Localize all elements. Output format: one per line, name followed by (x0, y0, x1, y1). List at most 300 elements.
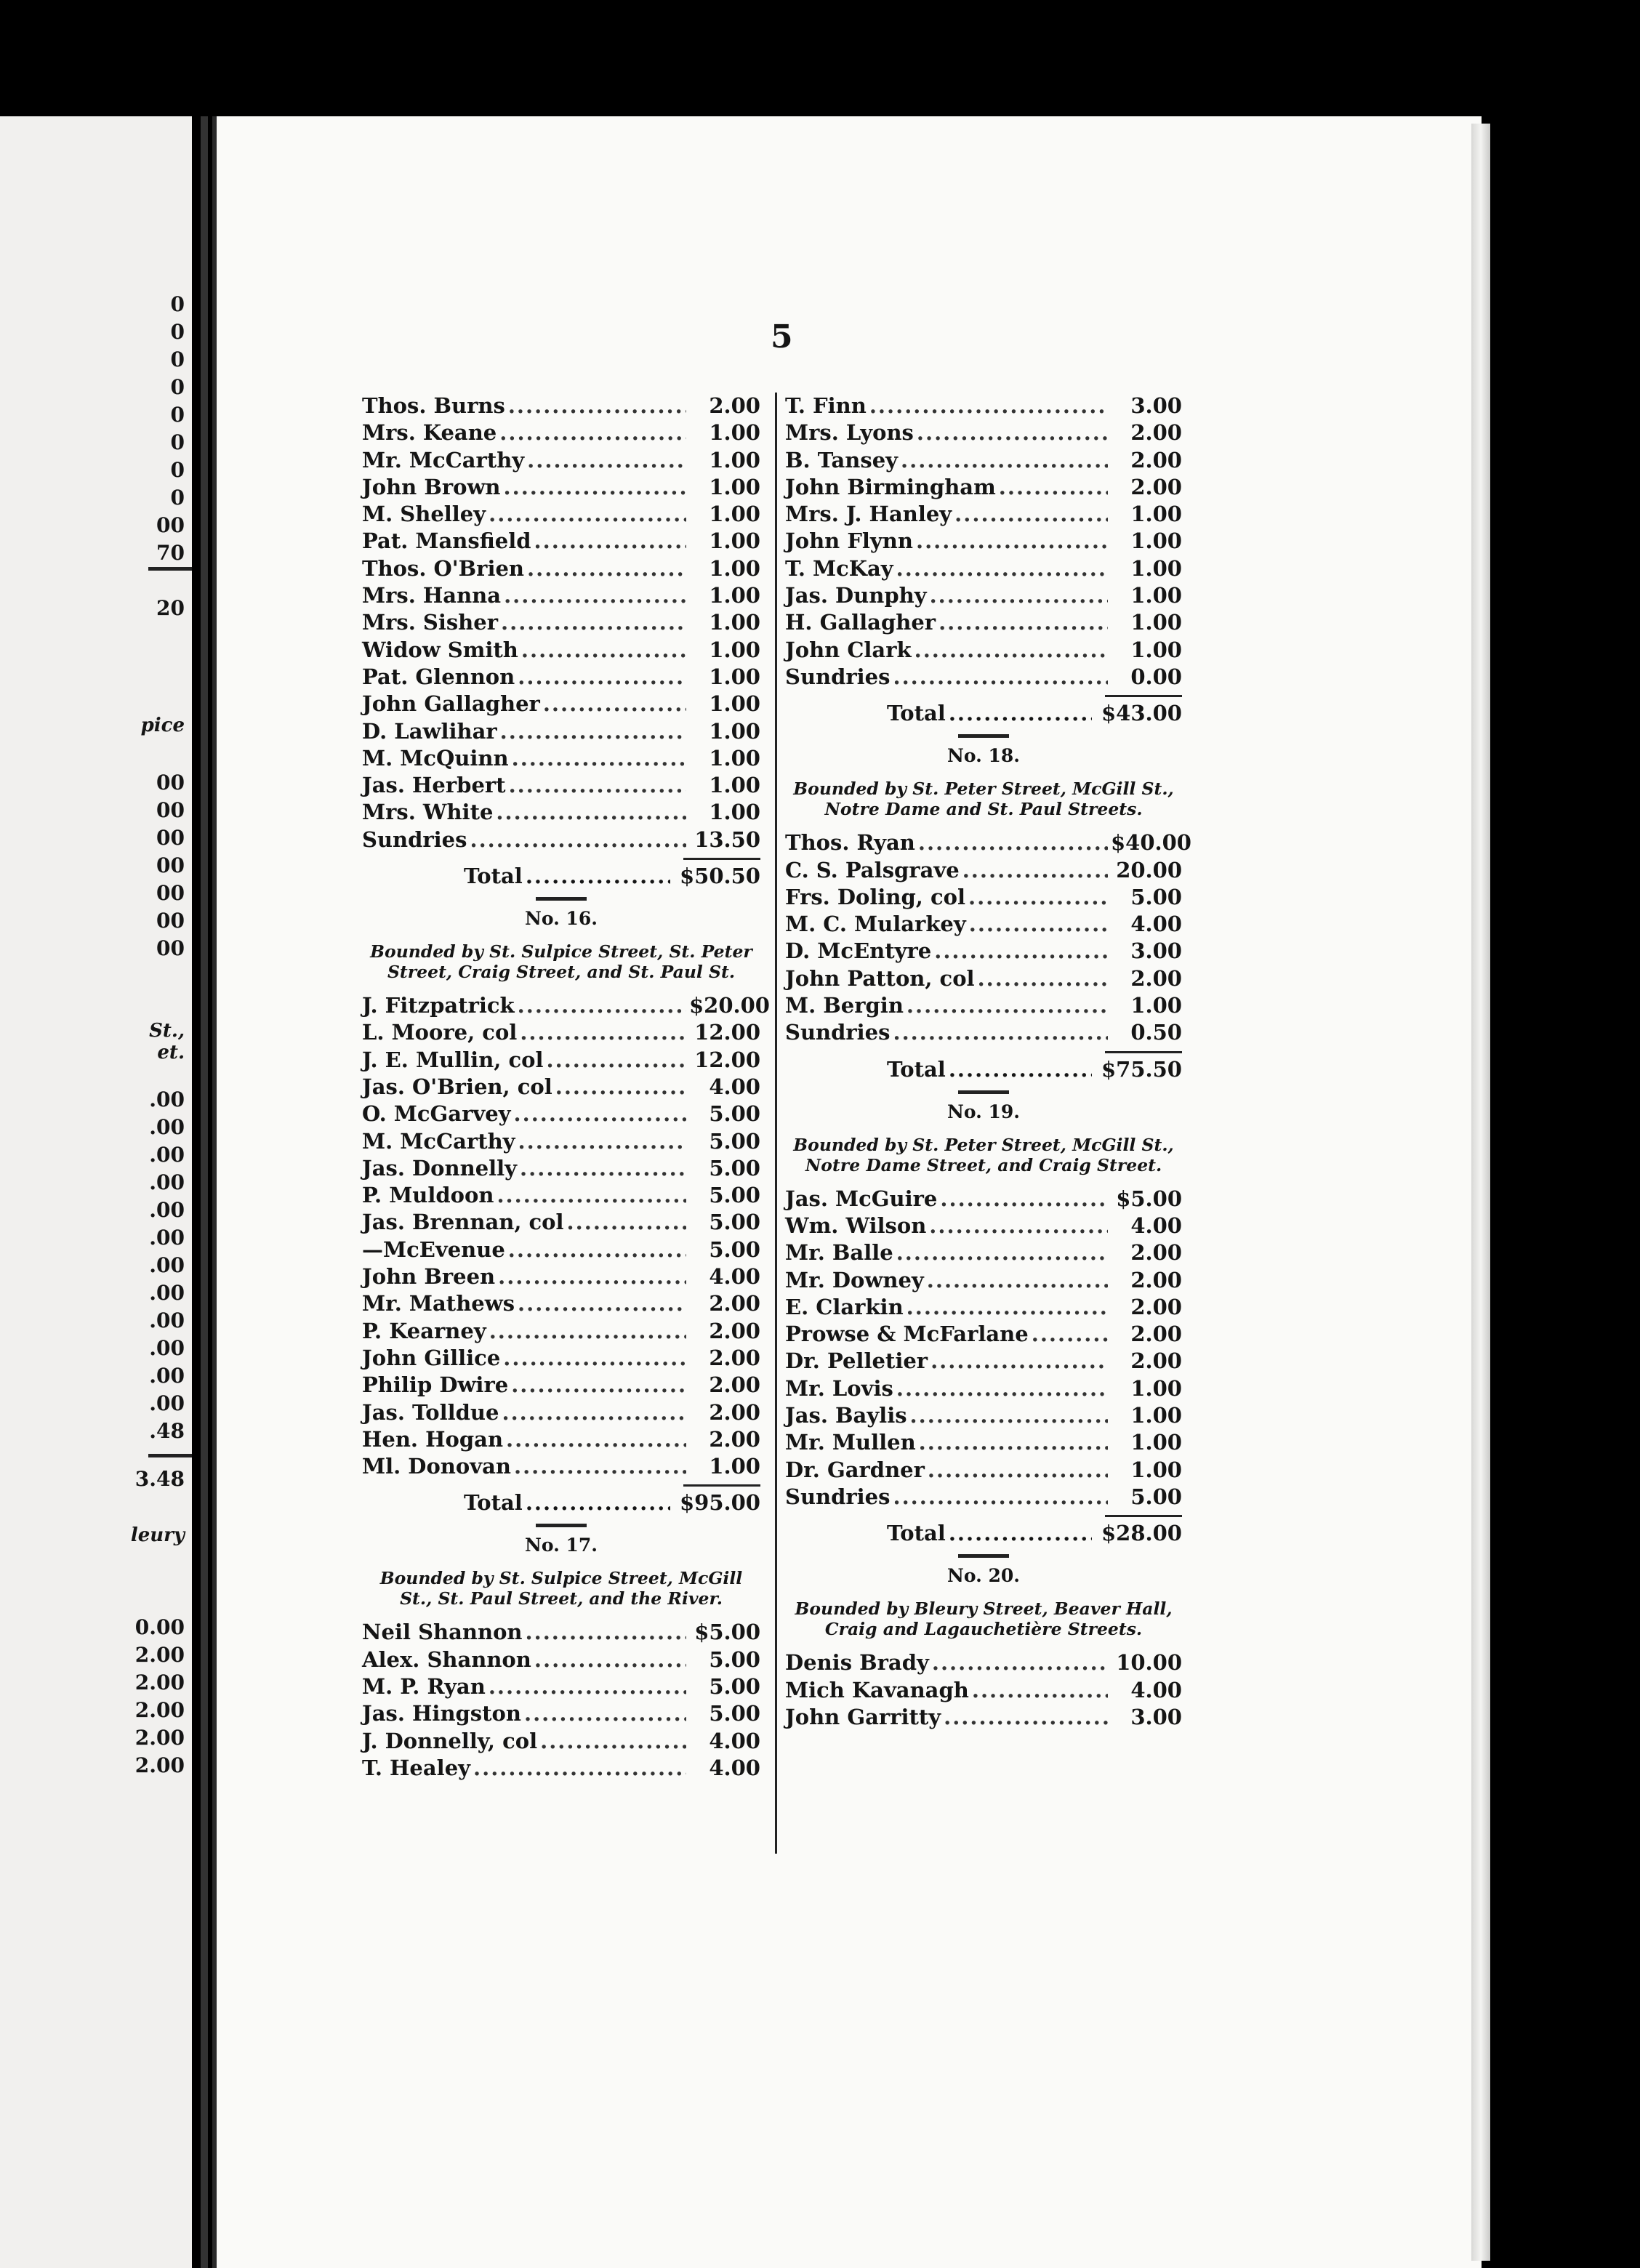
prev-page-fragment: leury (130, 1524, 185, 1546)
entry-amount: 1.00 (1130, 637, 1182, 662)
prev-page-fragment: et. (157, 1042, 185, 1063)
entry-name: Mrs. White (362, 800, 494, 825)
leader-dots (916, 528, 1108, 555)
total-amount: $75.50 (1101, 1056, 1182, 1082)
entry-name: John Patton, col (785, 965, 975, 991)
leader-dots (500, 718, 686, 745)
leader-dots (499, 419, 686, 446)
leader-dots (512, 745, 686, 772)
entry-list (785, 829, 1191, 1046)
leader-dots (504, 474, 686, 501)
prev-page-fragment: .48 (149, 1419, 185, 1443)
entry-amount: 1.00 (1130, 502, 1182, 527)
entry-amount: 5.00 (709, 1183, 760, 1208)
entry-name: B. Tansey (785, 447, 899, 472)
total-row (362, 863, 760, 890)
entry-name: Alex. Shannon (362, 1646, 531, 1672)
entry-amount: 5.00 (1130, 1484, 1182, 1509)
entry-name: Wm. Wilson (785, 1213, 927, 1238)
entry-name: Prowse & McFarlane (785, 1322, 1029, 1347)
leader-dots (928, 1457, 1108, 1484)
entry-name: John Clark (785, 637, 912, 662)
leader-dots (893, 1484, 1108, 1511)
ledger-entry (785, 1239, 1182, 1266)
entry-amount: 3.00 (1130, 938, 1182, 964)
entry-amount: 1.00 (709, 800, 760, 825)
ledger-entry (362, 1209, 760, 1236)
entry-amount: 12.00 (694, 1020, 760, 1045)
prev-page-fragment: .00 (149, 1308, 185, 1332)
entry-name: Mr. Mathews (362, 1291, 515, 1316)
ledger-entry (362, 718, 760, 745)
entry-name: Sundries (785, 1484, 891, 1509)
entry-amount: 1.00 (709, 447, 760, 472)
prev-page-fragment: 0 (170, 486, 185, 510)
leader-dots (930, 582, 1108, 609)
section-rule (958, 734, 1009, 738)
total-amount: $28.00 (1101, 1521, 1182, 1546)
entry-amount: 2.00 (709, 1399, 760, 1425)
leader-dots (518, 1290, 686, 1317)
leader-dots (508, 1236, 686, 1263)
prev-page-rule (148, 567, 192, 571)
ledger-entry (785, 474, 1182, 501)
entry-name: Mrs. Keane (362, 420, 497, 446)
entry-name: L. Moore, col (362, 1020, 518, 1045)
entry-name: John Gillice (362, 1345, 501, 1370)
entry-amount: 2.00 (1130, 965, 1182, 991)
leader-dots (498, 1263, 686, 1290)
entry-name: Thos. O'Brien (362, 555, 525, 581)
section-bounds: Bounded by St. Sulpice Street, St. Peter Street, Craig Street, and St. Paul St. (370, 941, 752, 983)
page-edge (1471, 124, 1490, 2261)
ledger-entry (785, 938, 1182, 965)
section-bounds: Bounded by St. Peter Street, McGill St., Notre Dame and St. Paul Streets. (793, 779, 1174, 820)
entry-amount: 5.00 (1130, 884, 1182, 909)
entry-list (362, 393, 760, 853)
entry-name: Jas. O'Brien, col (362, 1074, 552, 1099)
entry-amount: 1.00 (1130, 610, 1182, 635)
prev-page-fragment: .00 (149, 1336, 185, 1360)
entry-name: D. Lawlihar (362, 718, 497, 744)
entry-name: J. Donnelly, col (362, 1728, 538, 1753)
entry-list (785, 1186, 1182, 1511)
leader-dots (524, 1700, 686, 1727)
leader-dots (940, 1186, 1108, 1213)
ledger-entry (362, 1453, 760, 1480)
entry-amount: $5.00 (1116, 1186, 1182, 1211)
leader-dots (504, 582, 686, 609)
leader-dots (896, 1239, 1108, 1266)
ledger-entry (362, 1290, 760, 1317)
prev-page-fragment: 2.00 (134, 1753, 185, 1777)
ledger-entry (785, 637, 1182, 664)
leader-dots (534, 1646, 686, 1673)
entry-amount: 5.00 (709, 1236, 760, 1262)
entry-name: Thos. Ryan (785, 830, 915, 856)
entry-amount: 2.00 (1130, 1240, 1182, 1266)
ledger-entry (362, 609, 760, 636)
entry-amount: 5.00 (709, 1701, 760, 1726)
entry-name: Mr. Downey (785, 1267, 924, 1292)
ledger-entry (785, 1402, 1182, 1429)
entry-amount: 1.00 (1130, 583, 1182, 608)
sum-rule (1105, 1051, 1182, 1053)
leader-dots (930, 1348, 1108, 1375)
prev-page-fragment: 0.00 (134, 1615, 185, 1639)
entry-name: C. S. Palsgrave (785, 857, 960, 882)
entry-name: John Birmingham (785, 474, 996, 499)
entry-amount: 1.00 (1130, 1403, 1182, 1428)
entry-amount: 1.00 (709, 664, 760, 689)
ledger-entry (362, 419, 760, 446)
prev-page-fragment: 0 (170, 458, 185, 482)
leader-dots (969, 911, 1108, 938)
entry-amount: 4.00 (709, 1728, 760, 1753)
entry-amount: 4.00 (709, 1074, 760, 1099)
prev-page-fragment: .00 (149, 1226, 185, 1250)
entry-name: Jas. Donnelly (362, 1155, 518, 1181)
entry-name: J. E. Mullin, col (362, 1047, 544, 1072)
entry-name: Jas. Herbert (362, 773, 506, 798)
entry-name: Pat. Mansfield (362, 528, 531, 554)
total-amount: $95.00 (680, 1490, 760, 1516)
ledger-entry (785, 911, 1182, 938)
entry-amount: 1.00 (709, 745, 760, 771)
leader-dots (508, 393, 686, 419)
ledger-entry (785, 1677, 1182, 1704)
page-number: 5 (771, 318, 793, 355)
entry-name: John Flynn (785, 528, 913, 554)
entry-name: Hen. Hogan (362, 1426, 504, 1452)
leader-dots (509, 772, 686, 799)
leader-dots (501, 609, 686, 636)
entry-amount: 20.00 (1116, 857, 1182, 882)
prev-page-fragment: 3.48 (134, 1467, 185, 1491)
entry-amount: $20.00 (689, 993, 770, 1018)
ledger-entry (785, 1375, 1182, 1402)
ledger-entry (785, 664, 1182, 691)
entry-amount: 1.00 (709, 1454, 760, 1479)
total-label: Total (887, 701, 946, 726)
ledger-entry (362, 447, 760, 474)
leader-dots (938, 609, 1108, 636)
ledger-entry (362, 637, 760, 664)
entry-amount: 1.00 (709, 718, 760, 744)
total-label: Total (464, 1490, 523, 1516)
ledger-entry (362, 1019, 760, 1046)
entry-name: Pat. Glennon (362, 664, 515, 689)
section-number: No. 17. (525, 1535, 598, 1556)
entry-name: Jas. McGuire (785, 1186, 938, 1211)
ledger-entry (362, 1074, 760, 1101)
leader-dots (932, 1649, 1108, 1676)
entry-amount: 1.00 (709, 583, 760, 608)
entry-amount: 2.00 (1130, 1267, 1182, 1292)
left-column (362, 393, 770, 1782)
entry-amount: 1.00 (1130, 1457, 1182, 1482)
entry-amount: 5.00 (709, 1128, 760, 1154)
ledger-entry (362, 1619, 760, 1646)
entry-amount: 2.00 (1130, 1322, 1182, 1347)
prev-page-fragment: 2.00 (134, 1726, 185, 1750)
sum-rule (1105, 695, 1182, 697)
entry-name: Jas. Hingston (362, 1701, 521, 1726)
entry-name: Mr. Mullen (785, 1430, 916, 1455)
entry-amount: 10.00 (1116, 1650, 1182, 1676)
ledger-entry (362, 799, 760, 826)
prev-page-fragment: 0 (170, 403, 185, 427)
ledger-entry (785, 1186, 1182, 1213)
entry-name: John Breen (362, 1264, 496, 1290)
leader-dots (978, 965, 1108, 992)
entry-amount: 1.00 (709, 555, 760, 581)
ledger-entry (785, 555, 1182, 582)
prev-page-fragment: 00 (156, 771, 185, 795)
previous-page-edge (0, 116, 192, 2268)
entry-amount: 3.00 (1130, 393, 1182, 418)
entry-name: P. Kearney (362, 1318, 486, 1343)
ledger-entry (362, 582, 760, 609)
prev-page-fragment: .00 (149, 1364, 185, 1388)
leader-dots (919, 1429, 1108, 1456)
entry-amount: 1.00 (709, 773, 760, 798)
total-label: Total (464, 864, 523, 889)
leader-dots (972, 1677, 1108, 1704)
entry-amount: 5.00 (709, 1673, 760, 1699)
entry-name: M. Shelley (362, 502, 486, 527)
entry-amount: 5.00 (709, 1210, 760, 1235)
section-rule (958, 1554, 1009, 1558)
total-row (785, 1056, 1182, 1083)
prev-page-fragment: pice (140, 715, 185, 736)
leader-dots (511, 1372, 686, 1399)
ledger-entry (362, 1728, 760, 1755)
leader-dots (473, 1755, 686, 1782)
ledger-entry (362, 664, 760, 691)
leader-dots (489, 1673, 686, 1700)
entry-name: T. Finn (785, 393, 867, 418)
entry-amount: 0.50 (1130, 1020, 1182, 1045)
ledger-entry (362, 501, 760, 528)
entry-name: Mrs. J. Hanley (785, 502, 952, 527)
entry-name: M. P. Ryan (362, 1673, 486, 1699)
entry-name: —McEvenue (362, 1236, 505, 1262)
ledger-entry (362, 555, 760, 582)
ledger-entry (362, 1101, 760, 1127)
entry-name: P. Muldoon (362, 1183, 494, 1208)
leader-dots (470, 827, 686, 853)
ledger-entry (785, 857, 1182, 884)
section-number: No. 18. (947, 745, 1020, 767)
entry-name: Neil Shannon (362, 1620, 523, 1645)
ledger-entry (362, 1236, 760, 1263)
ledger-entry (362, 528, 760, 555)
leader-dots (497, 1182, 686, 1209)
entry-amount: 1.00 (1130, 555, 1182, 581)
ledger-entry (785, 393, 1182, 419)
prev-page-fragment: 70 (156, 541, 185, 565)
ledger-entry (785, 884, 1182, 911)
entry-amount: 1.00 (709, 610, 760, 635)
leader-dots (901, 447, 1108, 474)
ledger-entry (785, 1704, 1182, 1731)
total-row (785, 1520, 1182, 1547)
entry-list (785, 393, 1182, 691)
ledger-entry (362, 1155, 760, 1182)
entry-amount: 2.00 (709, 1291, 760, 1316)
entry-amount: 4.00 (1130, 912, 1182, 937)
leader-dots (506, 1426, 686, 1453)
section-number: No. 20. (947, 1565, 1020, 1587)
leader-dots (869, 393, 1108, 419)
entry-amount: 2.00 (1130, 474, 1182, 499)
total-row (785, 700, 1182, 727)
prev-page-fragment: 0 (170, 347, 185, 371)
prev-page-rule (148, 1454, 192, 1457)
prev-page-fragment: .00 (149, 1253, 185, 1277)
ledger-entry (362, 1263, 760, 1290)
entry-name: Philip Dwire (362, 1372, 509, 1398)
entry-amount: 1.00 (709, 528, 760, 554)
ledger-entry (362, 1372, 760, 1399)
total-label: Total (887, 1056, 946, 1082)
ledger-entry (362, 992, 770, 1019)
ledger-entry (362, 1673, 760, 1700)
ledger-entry (785, 965, 1182, 992)
entry-name: Ml. Donovan (362, 1454, 511, 1479)
leader-dots (999, 474, 1108, 501)
total-amount: $43.00 (1101, 701, 1182, 726)
ledger-entry (785, 1348, 1182, 1375)
entry-name: John Gallagher (362, 691, 540, 717)
ledger-entry (362, 393, 760, 419)
leader-dots (918, 829, 1108, 856)
entry-amount: 4.00 (709, 1264, 760, 1290)
entry-name: M. Bergin (785, 993, 904, 1018)
entry-amount: 5.00 (709, 1101, 760, 1127)
entry-amount: 0.00 (1130, 664, 1182, 689)
prev-page-fragment: 2.00 (134, 1643, 185, 1667)
entry-name: John Brown (362, 474, 501, 499)
prev-page-fragment: .00 (149, 1087, 185, 1111)
section-rule (536, 1524, 587, 1527)
ledger-entry (785, 1213, 1182, 1239)
entry-amount: 4.00 (1130, 1677, 1182, 1702)
entry-name: Jas. Baylis (785, 1403, 907, 1428)
leader-dots (518, 992, 686, 1019)
entry-name: Dr. Pelletier (785, 1348, 928, 1374)
section-rule (536, 897, 587, 901)
ledger-entry (362, 1399, 760, 1426)
ledger-entry (362, 745, 760, 772)
entry-name: Widow Smith (362, 637, 518, 662)
leader-dots (907, 992, 1108, 1019)
entry-amount: 1.00 (709, 474, 760, 499)
total-row (362, 1489, 760, 1516)
entry-name: Denis Brady (785, 1650, 929, 1676)
ledger-entry (785, 992, 1182, 1019)
prev-page-fragment: 2.00 (134, 1670, 185, 1694)
entry-amount: 2.00 (1130, 420, 1182, 446)
entry-name: T. McKay (785, 555, 893, 581)
entry-name: Jas. Tolldue (362, 1399, 499, 1425)
leader-dots (893, 664, 1108, 691)
entry-amount: 13.50 (694, 827, 760, 852)
leader-dots (1032, 1321, 1108, 1348)
leader-dots (907, 1294, 1108, 1321)
entry-name: Jas. Brennan, col (362, 1210, 564, 1235)
ledger-entry (785, 1294, 1182, 1321)
prev-page-fragment: 2.00 (134, 1698, 185, 1722)
section-bounds: Bounded by Bleury Street, Beaver Hall, Craig and Lagauchetière Streets. (795, 1599, 1173, 1640)
book-gutter (201, 116, 208, 2268)
entry-amount: 5.00 (709, 1646, 760, 1672)
entry-amount: $40.00 (1111, 830, 1191, 856)
entry-amount: 2.00 (709, 393, 760, 418)
ledger-entry (362, 1318, 760, 1345)
leader-dots (944, 1704, 1108, 1731)
prev-page-fragment: 00 (156, 826, 185, 850)
sum-rule (683, 1484, 760, 1487)
prev-page-fragment: 00 (156, 513, 185, 537)
leader-dots (514, 1453, 686, 1480)
ledger-entry (362, 1047, 760, 1074)
leader-dots (503, 1345, 686, 1372)
ledger-entry (785, 528, 1182, 555)
entry-amount: $5.00 (694, 1620, 760, 1645)
ledger-entry (785, 1429, 1182, 1456)
leader-dots (496, 799, 686, 826)
prev-page-fragment: 0 (170, 292, 185, 316)
prev-page-fragment: 00 (156, 909, 185, 933)
entry-name: Mr. Lovis (785, 1375, 893, 1401)
leader-dots (915, 637, 1108, 664)
ledger-entry (362, 1345, 760, 1372)
entry-name: H. Gallagher (785, 610, 936, 635)
leader-dots (527, 555, 686, 582)
entry-list (785, 1649, 1182, 1731)
entry-list (362, 992, 770, 1480)
prev-page-fragment: .00 (149, 1198, 185, 1222)
leader-dots (518, 664, 686, 691)
entry-name: Dr. Gardner (785, 1457, 925, 1482)
ledger-entry (785, 1649, 1182, 1676)
section-bounds: Bounded by St. Peter Street, McGill St., Notre Dame Street, and Craig Street. (793, 1134, 1174, 1175)
entry-name: Mrs. Sisher (362, 610, 498, 635)
entry-amount: 1.00 (709, 637, 760, 662)
entry-amount: 3.00 (1130, 1704, 1182, 1729)
leader-dots (543, 691, 686, 717)
ledger-entry (785, 447, 1182, 474)
entry-name: M. McCarthy (362, 1128, 515, 1154)
prev-page-fragment: .00 (149, 1143, 185, 1167)
ledger-entry (785, 1484, 1182, 1511)
leader-dots (514, 1101, 686, 1127)
ledger-entry (785, 829, 1191, 856)
entry-amount: 2.00 (709, 1318, 760, 1343)
ledger-entry (362, 1182, 760, 1209)
section-bounds: Bounded by St. Sulpice Street, McGill St., St. Paul Street, and the River. (379, 1568, 743, 1609)
entry-name: Mr. McCarthy (362, 447, 525, 472)
entry-name: J. Fitzpatrick (362, 993, 515, 1018)
leader-dots (962, 857, 1108, 884)
section-rule (958, 1090, 1009, 1094)
total-label: Total (887, 1521, 946, 1546)
entry-amount: 4.00 (709, 1755, 760, 1780)
prev-page-fragment: 00 (156, 936, 185, 960)
entry-amount: 12.00 (694, 1047, 760, 1072)
